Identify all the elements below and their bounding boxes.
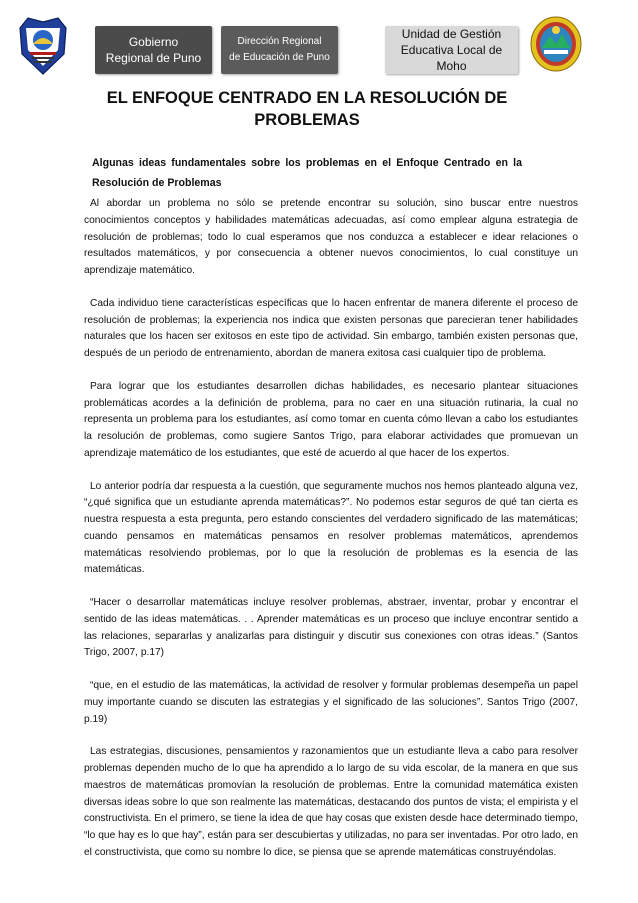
paragraph: Cada individuo tiene características específicas que lo hacen enfrentar de manera diferente el proceso de resolución de problemas; la experiencia nos indica que existen personas que parecieran tener habilidades naturales que los hacen ser exitosos en este tipo de actividad. Sin embargo, también existen personas que, después de un periodo de entrenamiento, abordan de manera exitosa casi cualquier tipo de problema. [84,297,578,359]
paragraph: Para lograr que los estudiantes desarrollen dichas habilidades, es necesario plantear situaciones problemáticas acordes a la definición de problema, para no caer en una situación rutinaria, la cual no representa un problema para los estudiantes, así como tomar en cuenta cómo llevan a cabo los estudiantes la resolución de problemas, como sugiere Santos Trigo, para elaborar actividades que promuevan un aprendizaje matemático de los estudiantes, que esté de acuerdo al que hacer de los expertos. [84,380,578,459]
title-line-1: EL ENFOQUE CENTRADO EN LA RESOLUCIÓN DE [106,89,508,107]
header-box-ugel [385,26,518,74]
header-box-direccion-regional [221,26,338,74]
document-body [84,196,578,878]
gobierno-line1: Gobierno [128,35,179,49]
paragraph: Las estrategias, discusiones, pensamientos y razonamientos que un estudiante lleva a cabo para resolver problemas dependen mucho de lo que ha aprendido a lo largo de su vida escolar, de la manera en que sus maestros de matemáticas promovían la resolución de problemas. Entre la comunidad matemática existen diversas ideas sobre lo que son realmente las matemáticas, destacando dos puntos de vista; el empirista y el constructivista. En el primero, se tiene la idea de que hay cosas que existen desde hace determinado tiempo, “lo que hay es lo que hay”, están para ser descubiertas y utilizadas, no para ser inventadas. Por otro lado, en el constructivista, que como su nombre lo dice, se piensa que se aprende matemáticas construyéndolas. [84,746,578,858]
header-box-gobierno-regional [95,26,212,74]
ugel-line2: Educativa Local de Moho [400,43,503,73]
paragraph: “Hacer o desarrollar matemáticas incluye resolver problemas, abstraer, inventar, probar y encontrar el sentido de las ideas matemáticas. . . Aprender matemáticas es un proceso que incluye encontrar sentido a las relaciones, separarlas y analizarlas para distinguir y discutir sus conexiones con otras ideas.” (Santos Trigo, 2007, p.17) [84,597,578,659]
regional-coat-of-arms-icon [18,14,68,76]
paragraph: Al abordar un problema no sólo se pretende encontrar su solución, sino buscar entre nuestros conocimientos conceptos y habilidades matemáticas adecuadas, así como emplear alguna estrategia de resolución de problemas; todo lo cual esperamos que nos conduzca a establecer e idear relaciones o resultados matemáticos, y por consecuencia a obtener nuevos conocimientos, lo cual constituye un aprendizaje matemático. [84,198,578,276]
ugel-line1: Unidad de Gestión [401,27,502,41]
document-title [95,87,519,131]
title-line-2: PROBLEMAS [254,111,360,129]
gobierno-line2: Regional de Puno [105,51,202,65]
paragraph: “que, en el estudio de las matemáticas, la actividad de resolver y formular problemas desempeña un papel muy importante cuando se discuten las estrategias y el significado de las soluciones”. Santos Trigo (2007, p.19) [84,680,578,725]
ugel-moho-emblem-icon [530,16,582,72]
paragraph: Lo anterior podría dar respuesta a la cuestión, que seguramente muchos nos hemos planteado alguna vez, “¿qué significa que un estudiante aprenda matemáticas?”. No podemos estar seguros de qué tan cierta es nuestra respuesta a esta pregunta, pero estando conscientes del verdadero significado de las matemáticas; cuando pensamos en matemáticas pensamos en resolver problemas matemáticos, aprendemos matemáticas resolviendo problemas, por lo que la resolución de problemas es la esencia de las matemáticas. [84,480,578,576]
direccion-line2: de Educación de Puno [229,52,330,63]
document-subtitle: Algunas ideas fundamentales sobre los problemas en el Enfoque Centrado en la Resolución de Problemas [92,157,522,189]
direccion-line1: Dirección Regional [237,36,322,47]
